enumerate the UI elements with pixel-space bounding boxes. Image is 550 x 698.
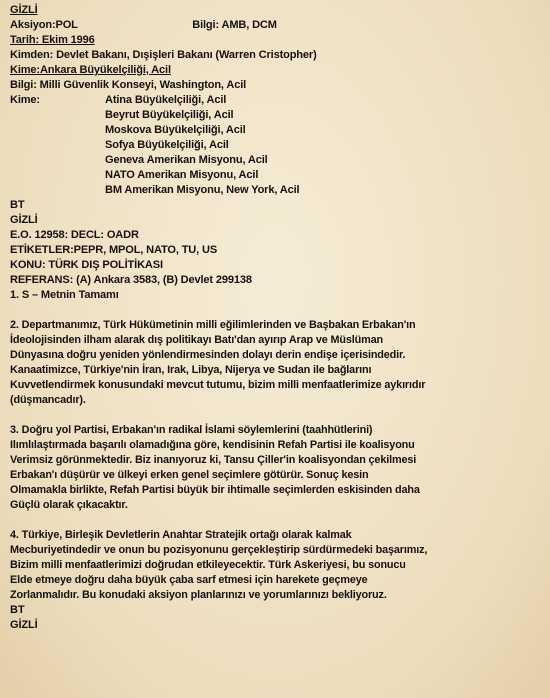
recipients-block	[10, 93, 542, 198]
paragraph-line: Bizim milli menfaatlerimizi doğrudan etkileyecektir. Türk Askeriyesi, bu sonucu	[10, 559, 406, 571]
recipient-list	[105, 93, 305, 198]
aksiyon-field: Aksiyon:POL	[10, 19, 78, 31]
paragraph-line: Dünyasına doğru yeniden yönlendirmesinden dolayı derin endişe içerisindedir.	[10, 349, 406, 361]
paragraph-line: Erbakan'ı düşürür ve ülkeyi erken genel seçimlere götürür. Sonuç kesin	[10, 469, 369, 481]
subject-line: KONU: TÜRK DIŞ POLİTİKASI	[10, 259, 163, 271]
paragraph-line: Zorlanmalıdır. Bu konudaki aksiyon planlarınızı ve yorumlarınızı bekliyoruz.	[10, 589, 387, 601]
header-aksiyon-row	[10, 18, 526, 33]
meta-classification: GİZLİ	[10, 214, 38, 226]
footer-bt: BT	[10, 604, 25, 616]
recipient-item: NATO Amerikan Misyonu, Acil	[105, 169, 259, 181]
paragraph-2	[10, 318, 542, 408]
paragraph-line: Ilımlılaştırmada başarılı olamadığına göre, kendisinin Refah Partisi ile koalisyonu	[10, 439, 415, 451]
recipient-item: Beyrut Büyükelçiliği, Acil	[105, 109, 234, 121]
paragraph-line: Kanaatimizce, Türkiye'nin İran, Irak, Libya, Nijerya ve Sudan ile bağlarını	[10, 364, 372, 376]
paragraph-line: 4. Türkiye, Birleşik Devletlerin Anahtar Stratejik ortağı olarak kalmak	[10, 529, 352, 541]
paragraph-line: Kuvvetlendirmek konusundaki mevcut tutumu, bizim milli menfaatlerimize aykırıdır	[10, 379, 426, 391]
paragraph-4	[10, 528, 542, 603]
refs-line: REFERANS: (A) Ankara 3583, (B) Devlet 299138	[10, 274, 252, 286]
recipient-item: Atina Büyükelçiliği, Acil	[105, 94, 227, 106]
to-line: Kime:Ankara Büyükelçiliği, Acil	[10, 64, 171, 76]
header-classification: GİZLİ	[10, 4, 38, 16]
section-1-line: 1. S – Metnin Tamamı	[10, 289, 119, 301]
paragraph-line: 2. Departmanımız, Türk Hükümetinin milli eğilimlerinden ve Başbakan Erbakan'ın	[10, 319, 416, 331]
eo-line: E.O. 12958: DECL: OADR	[10, 229, 139, 241]
paragraph-line: Verimsiz görünmektedir. Biz inanıyoruz ki, Tansu Çiller'in koalisyondan çekilmesi	[10, 454, 417, 466]
paragraph-line: İdeolojisinden ilham alarak dış politikayı Batı'dan ayırıp Arap ve Müslüman	[10, 334, 383, 346]
paragraph-line: Mecburiyetindedir ve onun bu pozisyonunu gerçekleştirip sürdürmedeki başarımız,	[10, 544, 428, 556]
bilgi-field: Bilgi: AMB, DCM	[192, 19, 277, 31]
paragraph-line: Olmamakla birlikte, Refah Partisi büyük bir ihtimalle seçimlerden eskisinden daha	[10, 484, 420, 496]
recipient-item: Sofya Büyükelçiliği, Acil	[105, 139, 229, 151]
date-line: Tarih: Ekim 1996	[10, 34, 95, 46]
bt-marker: BT	[10, 199, 25, 211]
tags-line: ETİKETLER:PEPR, MPOL, NATO, TU, US	[10, 244, 218, 256]
paragraph-line: 3. Doğru yol Partisi, Erbakan'ın radikal İslami söylemlerini (taahhütlerini)	[10, 424, 373, 436]
recipient-item: Geneva Amerikan Misyonu, Acil	[105, 154, 268, 166]
paragraph-line: (düşmancadır).	[10, 394, 86, 406]
kime-label: Kime:	[10, 94, 40, 106]
paragraph-3	[10, 423, 542, 513]
recipient-item: BM Amerikan Misyonu, New York, Acil	[105, 184, 300, 196]
footer-classification: GİZLİ	[10, 619, 38, 631]
info-line: Bilgi: Milli Güvenlik Konseyi, Washington, Acil	[10, 79, 247, 91]
from-line: Kimden: Devlet Bakanı, Dışişleri Bakanı (Warren Cristopher)	[10, 49, 317, 61]
recipient-item: Moskova Büyükelçiliği, Acil	[105, 124, 246, 136]
paragraph-line: Güçlü olarak çıkacaktır.	[10, 499, 128, 511]
paragraph-line: Elde etmeye doğru daha büyük çaba sarf etmesi için harekete geçmeye	[10, 574, 368, 586]
